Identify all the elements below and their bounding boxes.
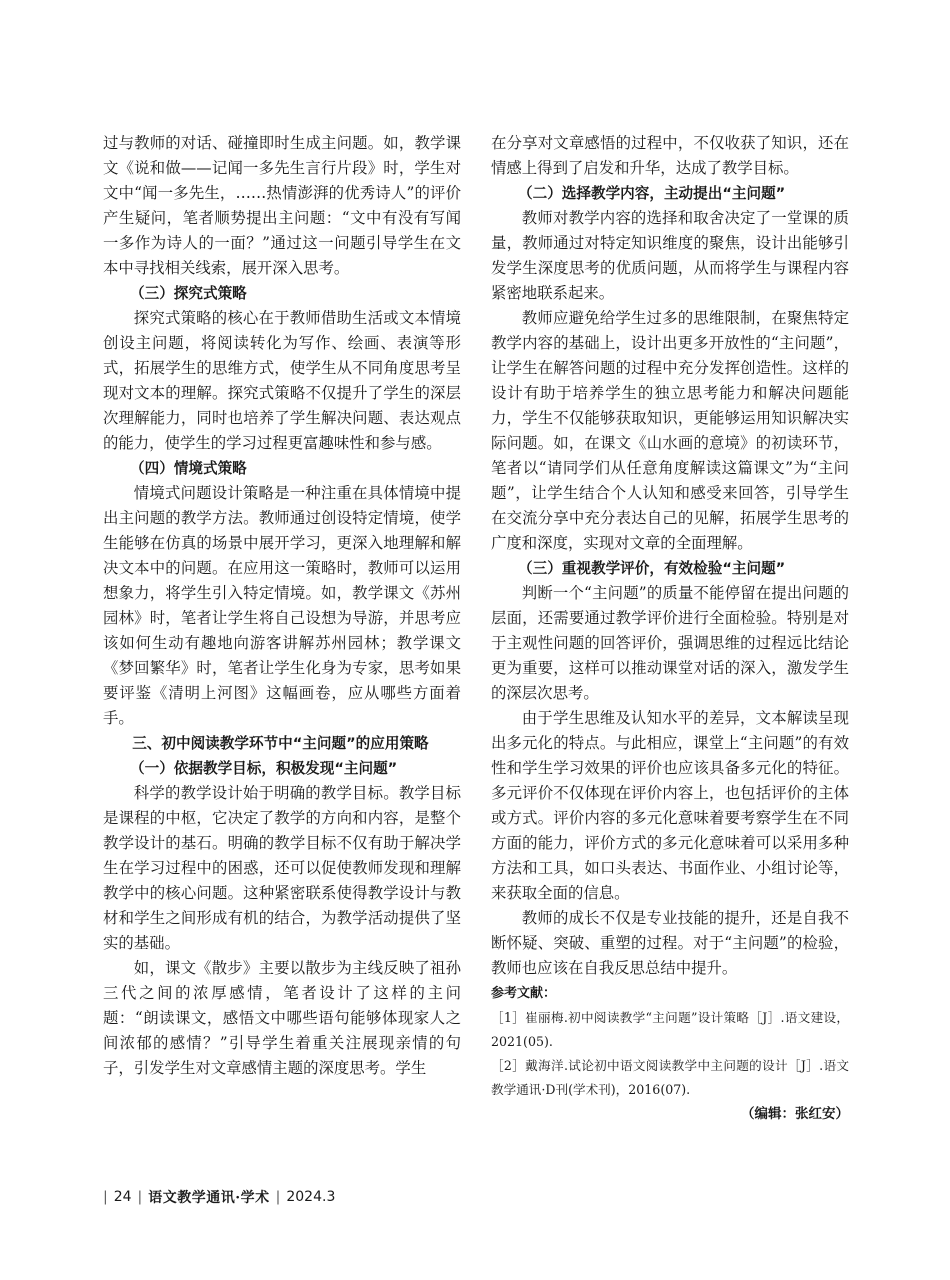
paragraph: 由于学生思维及认知水平的差异，文本解读呈现出多元化的特点。与此相应，课堂上“主问题”的有效性和学生学习效果的评价也应该具备多元化的特征。多元评价不仅体现在评价内容上，也包括评价的主体或方式。评价内容的多元化意味着要考察学生在不同方面的能力，评价方式的多元化意味着可以采用多种方法和工具，如口头表达、书面作业、小组讨论等，来获取全面的信息。 (491, 709, 849, 902)
divider: | (103, 1189, 108, 1205)
subheading-teaching-content: （二）选择教学内容，主动提出“主问题” (518, 185, 786, 202)
section-heading-3: 三、初中阅读教学环节中“主问题”的应用策略 (132, 735, 429, 752)
issue-date: 2024.3 (286, 1189, 336, 1205)
divider: | (275, 1189, 281, 1205)
paragraph: 过与教师的对话、碰撞即时生成主问题。如，教学课文《说和做——记闻一多先生言行片段》时，学生对文中“闻一多先生，……热情澎湃的优秀诗人”的评价产生疑问，笔者顺势提出主问题：“文中有没有写闻一多作为诗人的一面？”通过这一问题引导学生在文本中寻找相关线索，展开深入思考。 (103, 134, 461, 277)
reference-item: ［2］戴海洋.试论初中语文阅读教学中主问题的设计［J］.语文教学通讯·D刊(学术刊)，2016(07). (491, 1058, 849, 1097)
subheading-situational-strategy: （四）情境式策略 (130, 460, 247, 477)
paragraph: 情境式问题设计策略是一种注重在具体情境中提出主问题的教学方法。教师通过创设特定情境，使学生能够在仿真的场景中展开学习，更深入地理解和解决文本中的问题。在应用这一策略时，教师可以运用想象力，将学生引入特定情境。如，教学课文《苏州园林》时，笔者让学生将自己设想为导游，并思考应该如何生动有趣地向游客讲解苏州园林；教学课文《梦回繁华》时，笔者让学生化身为专家，思考如果要评鉴《清明上河图》这幅画卷，应从哪些方面着手。 (103, 484, 461, 727)
right-column (491, 131, 849, 1127)
subheading-inquiry-strategy: （三）探究式策略 (130, 285, 247, 302)
paragraph: 如，课文《散步》主要以散步为主线反映了祖孙三代之间的浓厚感情，笔者设计了这样的主问题：“朗读课文，感悟文中哪些语句能够体现家人之间浓郁的感情？”引导学生着重关注展现亲情的句子，引发学生对文章感情主题的深度思考。学生 (103, 959, 461, 1077)
subheading-teaching-goals: （一）依据教学目标，积极发现“主问题” (130, 760, 398, 777)
paragraph: 在分享对文章感悟的过程中，不仅收获了知识，还在情感上得到了启发和升华，达成了教学目标。 (491, 134, 849, 177)
paragraph: 教师对教学内容的选择和取舍决定了一堂课的质量，教师通过对特定知识维度的聚焦，设计出能够引发学生深度思考的优质问题，从而将学生与课程内容紧密地联系起来。 (491, 209, 849, 302)
references-title: 参考文献： (491, 986, 557, 1001)
page-number: 24 (113, 1189, 132, 1205)
editor-credit: （编辑：张红安） (741, 1106, 849, 1122)
paragraph: 科学的教学设计始于明确的教学目标。教学目标是课程的中枢，它决定了教学的方向和内容，是整个教学设计的基石。明确的教学目标不仅有助于解决学生在学习过程中的困惑，还可以促使教师发现和理解教学中的核心问题。这种紧密联系使得教学设计与教材和学生之间形成有机的结合，为教学活动提供了坚实的基础。 (103, 784, 461, 952)
reference-item: ［1］崔丽梅.初中阅读教学“主问题”设计策略［J］.语文建设，2021(05). (491, 1010, 849, 1049)
page-footer (103, 1187, 335, 1207)
subheading-teaching-evaluation: （三）重视教学评价，有效检验“主问题” (518, 560, 786, 577)
left-column (103, 131, 461, 1081)
paragraph: 教师的成长不仅是专业技能的提升，还是自我不断怀疑、突破、重塑的过程。对于“主问题”的检验，教师也应该在自我反思总结中提升。 (491, 909, 849, 977)
paragraph: 探究式策略的核心在于教师借助生活或文本情境创设主问题，将阅读转化为写作、绘画、表演等形式，拓展学生的思维方式，使学生从不同角度思考呈现对文本的理解。探究式策略不仅提升了学生的深层次理解能力，同时也培养了学生解决问题、表达观点的能力，使学生的学习过程更富趣味性和参与感。 (103, 309, 461, 452)
journal-name: 语文教学通讯·学术 (148, 1190, 270, 1206)
divider: | (137, 1189, 143, 1205)
paragraph: 教师应避免给学生过多的思维限制，在聚焦特定教学内容的基础上，设计出更多开放性的“主问题”，让学生在解答问题的过程中充分发挥创造性。这样的设计有助于培养学生的独立思考能力和解决问题能力，学生不仅能够获取知识，更能够运用知识解决实际问题。如，在课文《山水画的意境》的初读环节，笔者以“请同学们从任意角度解读这篇课文”为“主问题”，让学生结合个人认知和感受来回答，引导学生在交流分享中充分表达自己的见解，拓展学生思考的广度和深度，实现对文章的全面理解。 (491, 309, 849, 552)
paragraph: 判断一个“主问题”的质量不能停留在提出问题的层面，还需要通过教学评价进行全面检验。特别是对于主观性问题的回答评价，强调思维的过程远比结论更为重要，这样可以推动课堂对话的深入，激发学生的深层次思考。 (491, 584, 849, 702)
